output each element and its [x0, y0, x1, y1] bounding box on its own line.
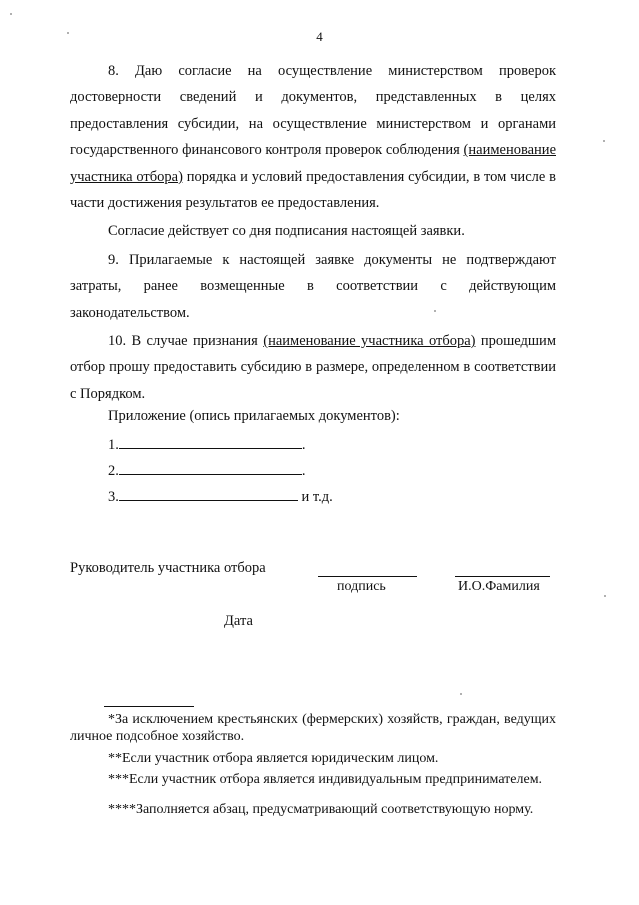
footnote-separator [104, 706, 194, 707]
page-number: 4 [316, 29, 323, 44]
footnote-3: ***Если участник отбора является индивидуальным предпринимателем. [108, 772, 543, 788]
attachment-title: Приложение (опись прилагаемых документов): [108, 408, 400, 424]
participant-name-placeholder: (наименование участника отбора) [263, 333, 476, 350]
signatory-role: Руководитель участника отбора [70, 560, 266, 576]
consent-paragraph: Согласие действует со дня подписания настоящей заявки. [108, 223, 465, 240]
scan-speck [604, 595, 606, 597]
footnote-1: *За исключением крестьянских (фермерских) хозяйств, граждан, ведущих личное подсобное хозяйство. [70, 712, 556, 745]
signature-line [318, 576, 417, 577]
footnotes [70, 711, 556, 823]
attachment-item-suffix: и т.д. [297, 489, 333, 505]
attachment-item-suffix: . [301, 437, 306, 453]
paragraph-10-text: 10. В случае признания [108, 333, 264, 350]
scan-speck [10, 13, 12, 15]
paragraph-10 [70, 328, 556, 407]
paragraph-8 [70, 58, 556, 216]
paragraph-9: 9. Прилагаемые к настоящей заявке документы не подтверждают затраты, ранее возмещенные в соответствии с действующим законодательством. [70, 251, 556, 321]
attachment-item-2 [108, 462, 306, 480]
name-line [455, 576, 550, 577]
footnote-4: ****Заполняется абзац, предусматривающий соответствующую норму. [108, 801, 534, 817]
footnote-2: **Если участник отбора является юридическим лицом. [108, 750, 439, 766]
date-label: Дата [224, 613, 253, 629]
attachment-item-suffix: . [301, 463, 306, 479]
paragraph-10-text-end: прошедшим отбор прошу предоставить субсидию в размере, определенном в соответствии с Порядком. [70, 333, 556, 402]
blank-line [119, 462, 302, 475]
participant-name-placeholder: (наименование участника отбора) [70, 142, 556, 185]
name-caption: И.О.Фамилия [458, 579, 540, 594]
scan-speck [460, 693, 462, 695]
attachment-item-number: 1. [108, 437, 119, 453]
attachment-item-number: 3. [108, 489, 119, 505]
blank-line [119, 488, 298, 501]
attachment-item-number: 2. [108, 463, 119, 479]
paragraph-8-text: 8. Даю согласие на осуществление министерством проверок достоверности сведений и документов, представленных в целях предоставления субсидии, на осуществление министерством и органами государственного финансового контроля проверок соблюдения [70, 63, 556, 159]
main-body [70, 58, 556, 407]
blank-line [119, 436, 302, 449]
paragraph-8-text-end: порядка и условий предоставления субсидии, в том числе в части достижения результатов ее предоставления. [70, 168, 556, 212]
attachment-item-3 [108, 488, 333, 506]
scan-speck [603, 140, 605, 142]
signature-caption: подпись [337, 579, 386, 594]
attachment-item-1 [108, 436, 306, 454]
